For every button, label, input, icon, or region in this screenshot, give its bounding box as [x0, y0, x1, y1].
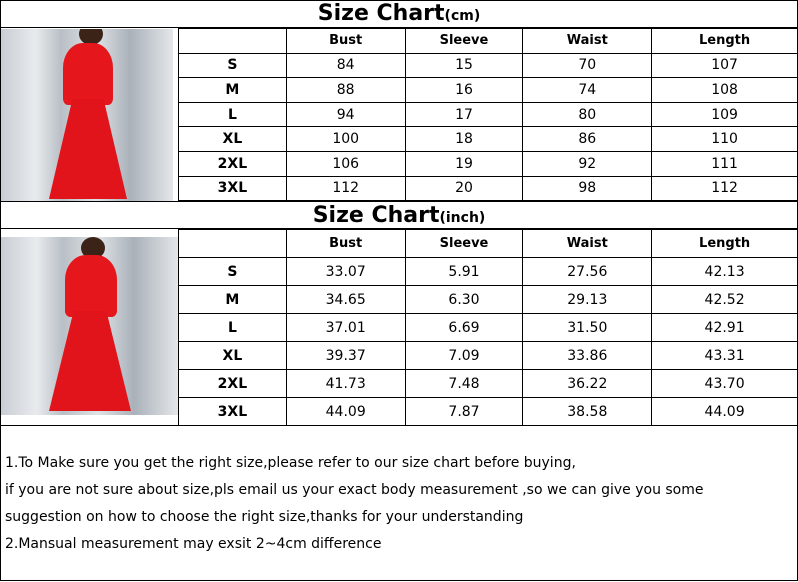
table-row: [179, 127, 798, 152]
table-row: [179, 314, 798, 342]
size-label: 2XL: [179, 151, 287, 176]
size-label: M: [179, 78, 287, 103]
size-label: 3XL: [179, 176, 287, 201]
measurement-cell: 19: [405, 151, 523, 176]
note-line: suggestion on how to choose the right size,thanks for your understanding: [5, 509, 524, 525]
size-label: XL: [179, 342, 287, 370]
cm-size-table: [178, 28, 798, 201]
measurement-cell: 42.91: [652, 314, 798, 342]
measurement-cell: 43.31: [652, 342, 798, 370]
measurement-cell: 29.13: [523, 286, 652, 314]
measurement-cell: 98: [523, 176, 652, 201]
measurement-cell: 5.91: [405, 258, 523, 286]
column-header: Length: [652, 29, 798, 54]
table-row: [179, 78, 798, 103]
column-header: Sleeve: [405, 230, 523, 258]
size-label: S: [179, 258, 287, 286]
measurement-cell: 6.69: [405, 314, 523, 342]
measurement-cell: 6.30: [405, 286, 523, 314]
measurement-cell: 44.09: [286, 398, 405, 426]
size-label: M: [179, 286, 287, 314]
measurement-cell: 41.73: [286, 370, 405, 398]
measurement-cell: 33.86: [523, 342, 652, 370]
cm-chart-title: [0, 0, 798, 28]
measurement-cell: 74: [523, 78, 652, 103]
table-row: [179, 53, 798, 78]
measurement-cell: 70: [523, 53, 652, 78]
measurement-cell: 33.07: [286, 258, 405, 286]
measurement-cell: 80: [523, 102, 652, 127]
column-header: Waist: [523, 230, 652, 258]
unit-label: (cm): [444, 8, 481, 24]
header-row: [179, 29, 798, 54]
measurement-cell: 38.58: [523, 398, 652, 426]
unit-label: (inch): [439, 210, 486, 226]
note-line: if you are not sure about size,pls email us your exact body measurement ,so we can give you some: [5, 482, 704, 498]
dress-photo: [1, 29, 173, 201]
measurement-cell: 18: [405, 127, 523, 152]
table-row: [179, 286, 798, 314]
measurement-cell: 43.70: [652, 370, 798, 398]
note-line: 1.To Make sure you get the right size,please refer to our size chart before buying,: [5, 455, 576, 471]
measurement-cell: 106: [286, 151, 405, 176]
measurement-cell: 27.56: [523, 258, 652, 286]
inch-size-table: [178, 229, 798, 426]
measurement-cell: 16: [405, 78, 523, 103]
column-header: [179, 230, 287, 258]
measurement-cell: 15: [405, 53, 523, 78]
measurement-cell: 31.50: [523, 314, 652, 342]
size-label: XL: [179, 127, 287, 152]
measurement-cell: 42.13: [652, 258, 798, 286]
measurement-cell: 44.09: [652, 398, 798, 426]
measurement-cell: 111: [652, 151, 798, 176]
measurement-cell: 20: [405, 176, 523, 201]
column-header: Waist: [523, 29, 652, 54]
inch-chart-title: [0, 201, 798, 229]
column-header: [179, 29, 287, 54]
size-label: 2XL: [179, 370, 287, 398]
measurement-cell: 112: [652, 176, 798, 201]
size-label: L: [179, 314, 287, 342]
size-label: 3XL: [179, 398, 287, 426]
title-text: Size Chart: [317, 1, 445, 26]
measurement-cell: 94: [286, 102, 405, 127]
measurement-cell: 108: [652, 78, 798, 103]
column-header: Bust: [286, 29, 405, 54]
measurement-cell: 17: [405, 102, 523, 127]
size-label: S: [179, 53, 287, 78]
measurement-cell: 109: [652, 102, 798, 127]
measurement-cell: 110: [652, 127, 798, 152]
measurement-cell: 7.09: [405, 342, 523, 370]
measurement-cell: 42.52: [652, 286, 798, 314]
column-header: Bust: [286, 230, 405, 258]
column-header: Sleeve: [405, 29, 523, 54]
measurement-cell: 86: [523, 127, 652, 152]
measurement-cell: 34.65: [286, 286, 405, 314]
measurement-cell: 37.01: [286, 314, 405, 342]
measurement-cell: 112: [286, 176, 405, 201]
table-row: [179, 258, 798, 286]
dress-photo: [1, 237, 178, 415]
table-row: [179, 151, 798, 176]
measurement-cell: 100: [286, 127, 405, 152]
header-row: [179, 230, 798, 258]
size-label: L: [179, 102, 287, 127]
measurement-cell: 36.22: [523, 370, 652, 398]
size-notes: [5, 450, 704, 558]
measurement-cell: 88: [286, 78, 405, 103]
title-text: Size Chart: [312, 203, 440, 228]
measurement-cell: 107: [652, 53, 798, 78]
measurement-cell: 92: [523, 151, 652, 176]
column-header: Length: [652, 230, 798, 258]
note-line: 2.Mansual measurement may exsit 2~4cm difference: [5, 536, 382, 552]
divider: [0, 425, 798, 426]
table-row: [179, 342, 798, 370]
table-row: [179, 102, 798, 127]
table-row: [179, 176, 798, 201]
measurement-cell: 84: [286, 53, 405, 78]
measurement-cell: 7.87: [405, 398, 523, 426]
measurement-cell: 39.37: [286, 342, 405, 370]
measurement-cell: 7.48: [405, 370, 523, 398]
table-row: [179, 370, 798, 398]
table-row: [179, 398, 798, 426]
